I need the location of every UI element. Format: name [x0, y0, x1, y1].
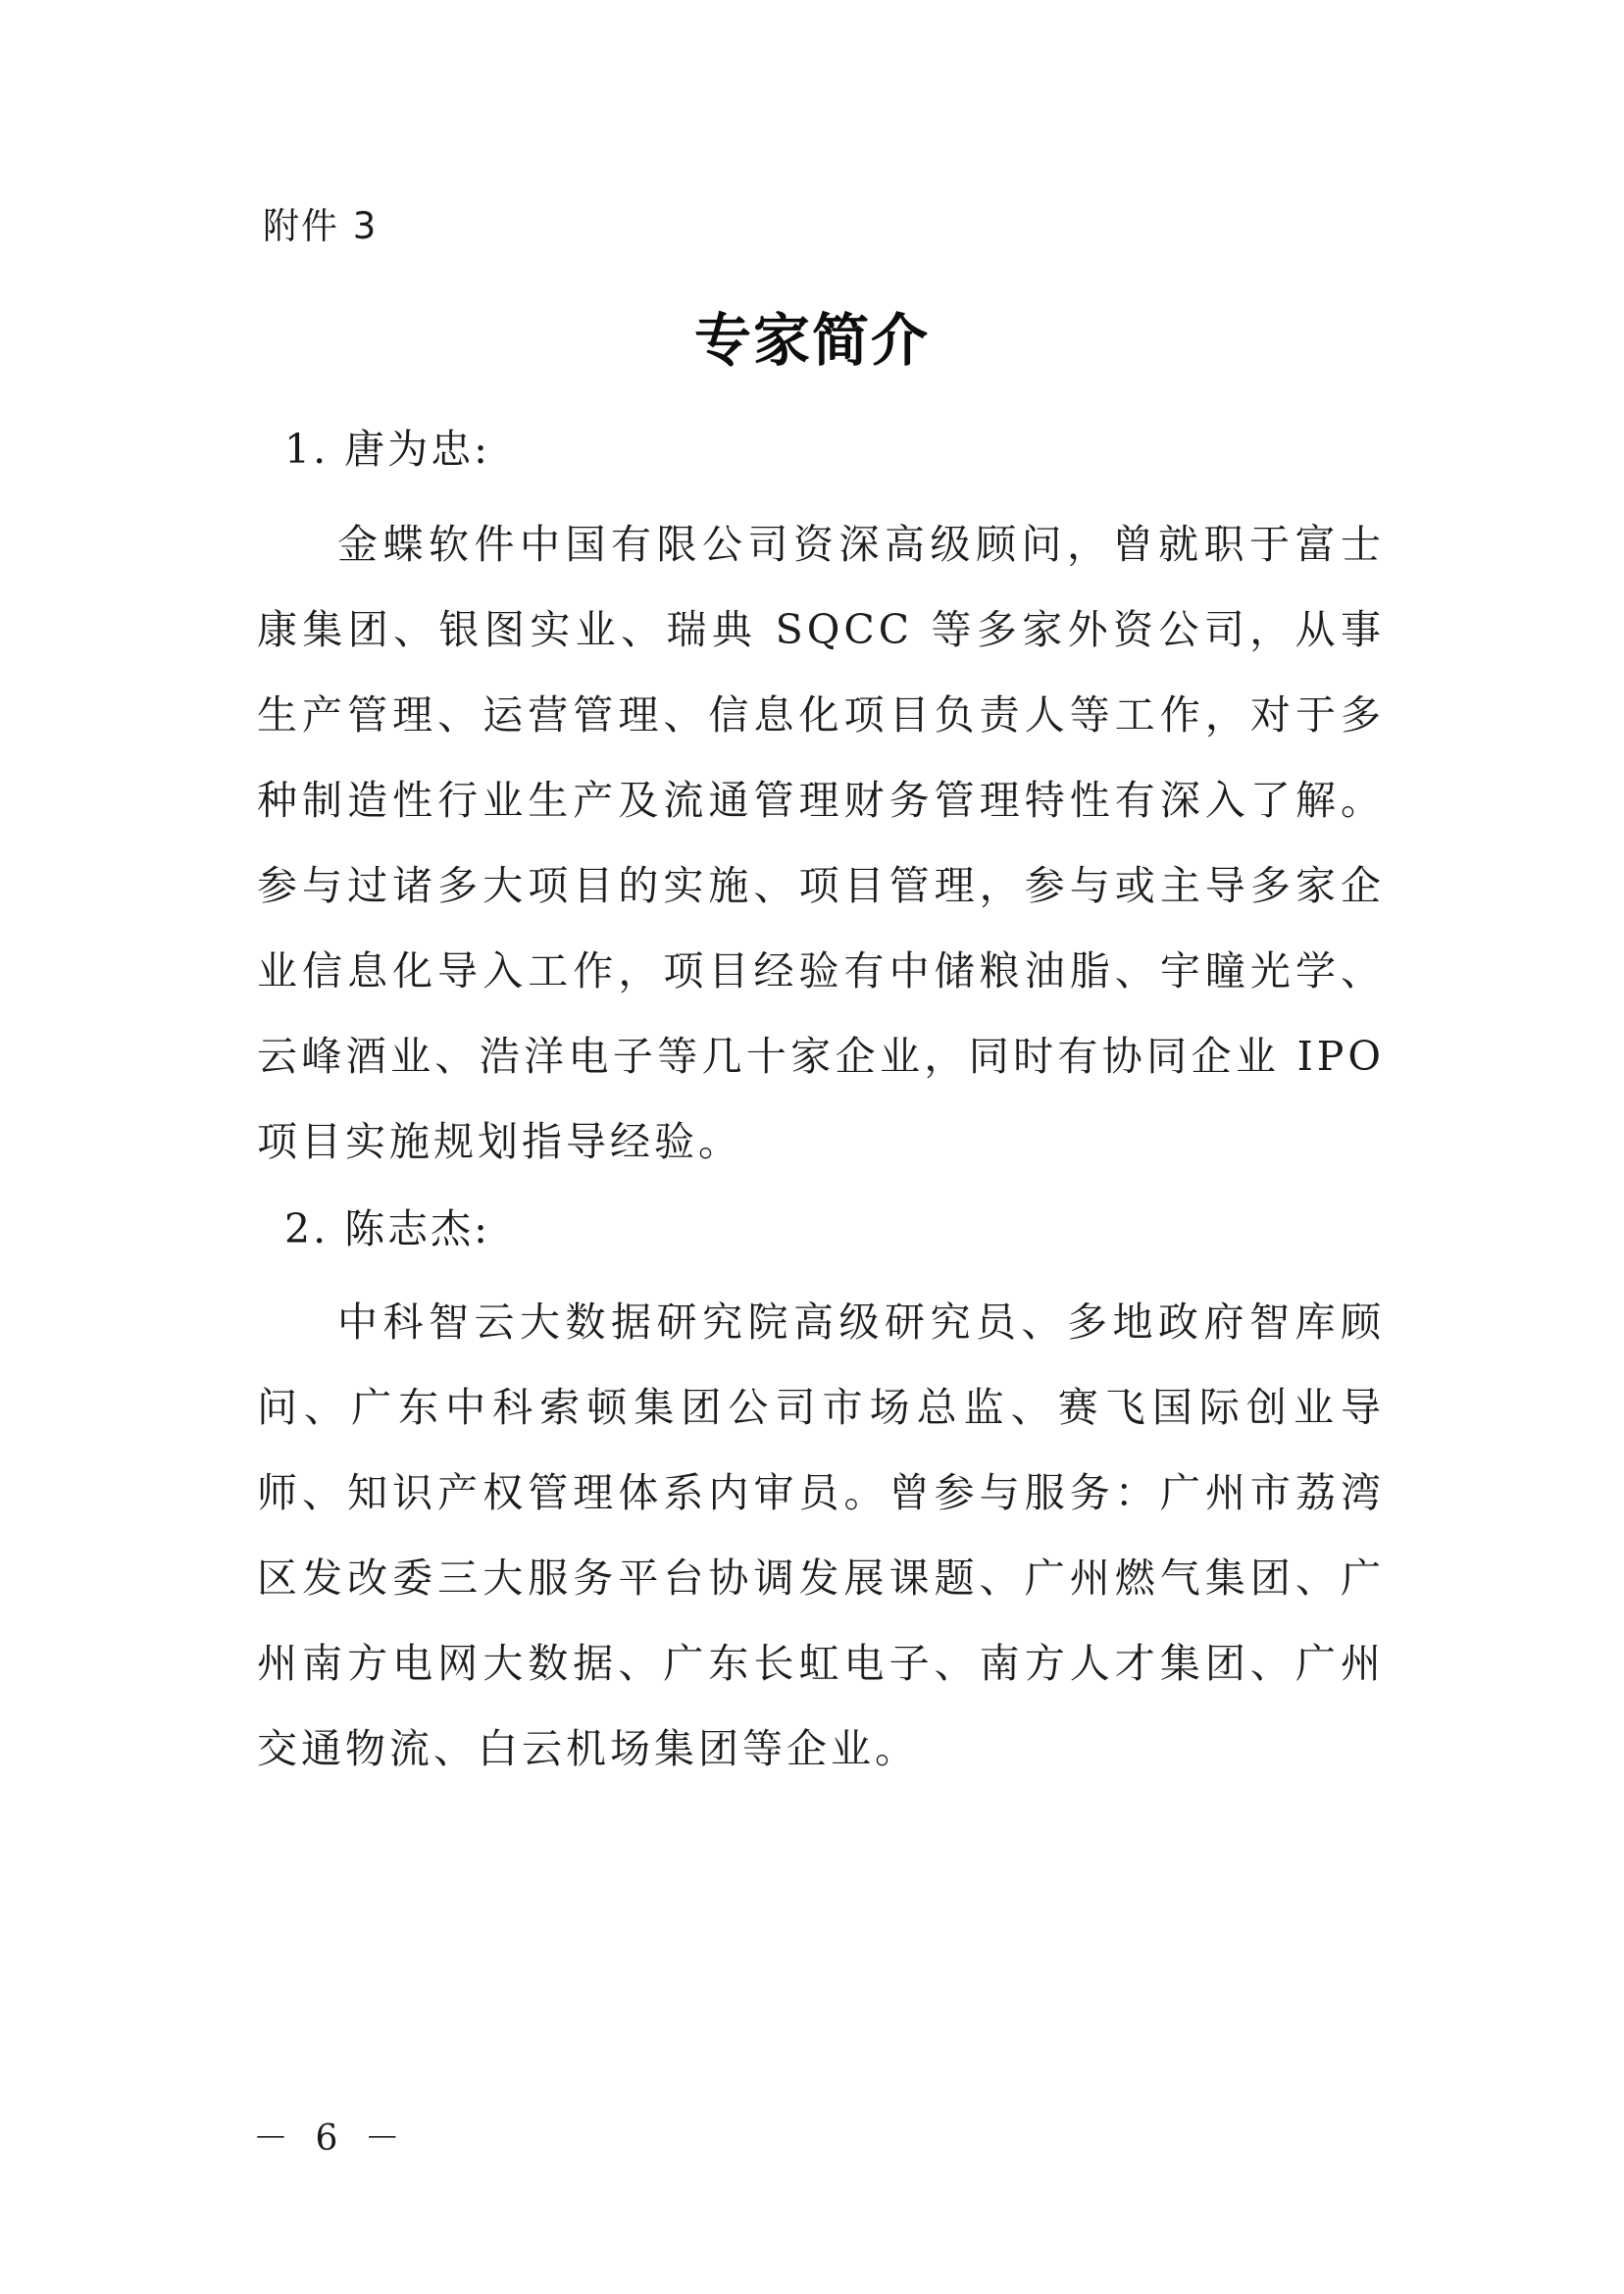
- expert-2-heading: 2. 陈志杰:: [284, 1205, 490, 1252]
- document-title: 专家简介: [693, 307, 930, 374]
- attachment-label: 附件 3: [263, 205, 379, 247]
- expert-2-bio: 中科智云大数据研究院高级研究员、多地政府智库顾问、广东中科索顿集团公司市场总监、赛飞国际创业导师、知识产权管理体系内审员。曾参与服务：广州市荔湾区发改委三大服务平台协调发展课题、广州燃气集团、广州南方电网大数据、广东长虹电子、南方人才集团、广州交通物流、白云机场集团等企业。: [257, 1299, 1385, 1772]
- page-number: － 6 －: [253, 2118, 408, 2159]
- expert-1-heading: 1. 唐为忠:: [284, 426, 490, 473]
- expert-1-bio: 金蝶软件中国有限公司资深高级顾问，曾就职于富士康集团、银图实业、瑞典 SQCC 等多家外资公司，从事生产管理、运营管理、信息化项目负责人等工作，对于多种制造性行业生产及流通管理财务管理特性有深入了解。参与过诸多大项目的实施、项目管理，参与或主导多家企业信息化导入工作，项目经验有中储粮油脂、宇瞳光学、云峰酒业、浩洋电子等几十家企业，同时有协同企业 IPO 项目实施规划指导经验。: [257, 521, 1385, 1165]
